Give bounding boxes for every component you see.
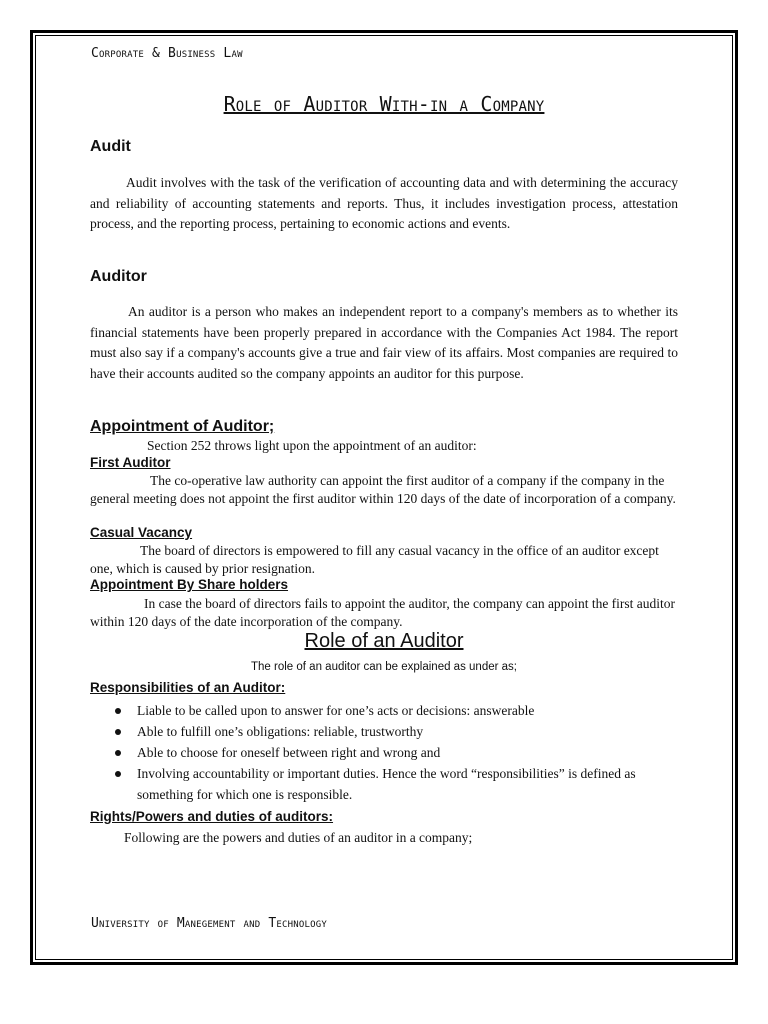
responsibilities-heading: Responsibilities of an Auditor: bbox=[90, 680, 286, 695]
list-item: Involving accountability or important duties. Hence the word “responsibilities” is defined as something for which one is responsible. bbox=[90, 763, 680, 805]
bullet-icon bbox=[115, 708, 121, 714]
casual-vacancy-heading: Casual Vacancy bbox=[90, 525, 193, 540]
first-auditor-paragraph: The co-operative law authority can appoint the first auditor of a company if the company in the general meeting does not appoint the first auditor within 120 days of the date of incorporation of a company. bbox=[90, 473, 676, 506]
casual-vacancy-paragraph: The board of directors is empowered to fill any casual vacancy in the office of an auditor except one, which is caused by prior resignation. bbox=[90, 543, 659, 576]
bullet-icon bbox=[115, 771, 121, 777]
responsibilities-list bbox=[90, 700, 680, 805]
appointment-intro: Section 252 throws light upon the appointment of an auditor: bbox=[147, 438, 477, 453]
bullet-icon bbox=[115, 750, 121, 756]
rights-paragraph: Following are the powers and duties of an auditor in a company; bbox=[124, 830, 473, 845]
appointment-heading: Appointment of Auditor; bbox=[90, 418, 275, 435]
rights-heading: Rights/Powers and duties of auditors: bbox=[90, 809, 334, 824]
page-header: Corporate & Business Law bbox=[91, 46, 243, 61]
document-title: Role of Auditor With-in a Company bbox=[223, 92, 545, 116]
auditor-paragraph: An auditor is a person who makes an independent report to a company's members as to whether its financial statements have been properly prepared in accordance with the Companies Act 1984. The report must also say if a company's accounts give a true and fair view of its affairs. Most companies are required to have their accounts audited so the company appoints an auditor for this purpose. bbox=[90, 304, 678, 381]
bullet-icon bbox=[115, 729, 121, 735]
role-subtitle: The role of an auditor can be explained as under as; bbox=[251, 661, 517, 673]
list-item: Able to fulfill one’s obligations: reliable, trustworthy bbox=[90, 721, 680, 742]
page-footer: University of Manegement and Technology bbox=[91, 916, 327, 931]
audit-paragraph: Audit involves with the task of the verification of accounting data and with determining the accuracy and reliability of accounting statements and reports. Thus, it includes investigation process, attestation process, and the reporting process, pertaining to economic actions and events. bbox=[90, 175, 678, 231]
share-holders-heading: Appointment By Share holders bbox=[90, 577, 289, 592]
role-heading: Role of an Auditor bbox=[304, 630, 464, 652]
first-auditor-heading: First Auditor bbox=[90, 455, 171, 470]
list-item: Liable to be called upon to answer for one’s acts or decisions: answerable bbox=[90, 700, 680, 721]
audit-heading: Audit bbox=[90, 138, 131, 155]
list-item: Able to choose for oneself between right and wrong and bbox=[90, 742, 680, 763]
auditor-heading: Auditor bbox=[90, 268, 147, 285]
share-holders-paragraph: In case the board of directors fails to appoint the auditor, the company can appoint the first auditor within 120 days of the date incorporation of the company. bbox=[90, 596, 676, 629]
